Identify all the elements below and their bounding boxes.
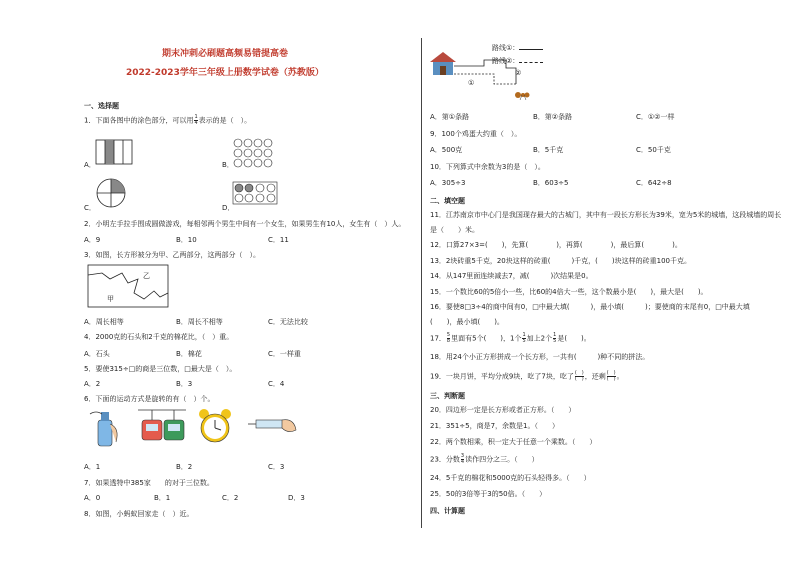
- q1-option-a: A．: [84, 161, 96, 169]
- route-mark-2: ②: [515, 69, 522, 77]
- question-6: 6．下面的运动方式是旋转的有（ ）个。: [84, 395, 215, 403]
- q2-option-b: B．10: [176, 236, 197, 244]
- q7-option-a: A．0: [84, 494, 101, 502]
- q1-figure-c-circle: [96, 178, 126, 208]
- question-17: 17． $\frac{5}{8}$ 里面有5个( )，1个 $\frac{1}{5}$ 加上2个 $\frac{1}{5}$ 是( )。: [430, 332, 591, 344]
- section-heading-fill: 二、填空题: [430, 197, 465, 205]
- q1-figure-b-faces: [233, 138, 273, 168]
- q6-option-a: A．1: [84, 463, 101, 471]
- question-19: 19．一块月饼，平均分成9块，吃了7块，吃了 $\frac{( )}{( )}$ ，还剩 $\frac{( )}{( )}$ 。: [430, 370, 624, 382]
- route-1-label: 路线①：: [492, 44, 543, 53]
- q6-option-c: C．3: [268, 463, 285, 471]
- question-22: 22．两个数相乘，积一定大于任意一个乘数。（ ）: [430, 438, 597, 446]
- q5-option-c: C．4: [268, 380, 285, 388]
- question-23: 23．分数 $\frac{3}{4}$ 读作四分之三。（ ）: [430, 453, 539, 465]
- section-heading-choice: 一、选择题: [84, 102, 119, 110]
- section-heading-judge: 三、判断题: [430, 392, 465, 400]
- q1-option-b: B．: [222, 161, 234, 169]
- question-24: 24．5千克的棉花和5000克的石头轻得多。（ ）: [430, 474, 591, 482]
- question-4: 4．2000克的石头和2千克的棉花比，（ ）重。: [84, 333, 234, 341]
- cable-car-icon: [138, 408, 186, 444]
- question-25: 25．50的3倍等于3的50倍。（ ）: [430, 490, 547, 498]
- ant-icon: [514, 88, 530, 102]
- q4-option-a: A．石头: [84, 350, 110, 358]
- alarm-clock-icon: [198, 408, 232, 446]
- syringe-icon: [248, 414, 298, 438]
- q2-option-c: C．11: [268, 236, 289, 244]
- question-13: 13．2块砖重5千克，20块这样的砖重( )千克，( )块这样的砖重100千克。: [430, 257, 692, 265]
- house-icon: [430, 50, 456, 76]
- question-14: 14．从147里面连续减去7，减( )次结果是0。: [430, 272, 593, 280]
- q7-option-b: B．1: [154, 494, 171, 502]
- column-divider: [421, 38, 422, 528]
- question-9: 9．100个鸡蛋大约重（ ）。: [430, 130, 522, 138]
- question-10: 10．下列算式中余数为3的是（ ）。: [430, 163, 545, 171]
- question-16: 16．要使8□3÷4的商中间有0，□中最大填( )，最小填( )；要使商的末尾有0，□中最大填: [430, 303, 750, 311]
- q9-option-b: B．5千克: [533, 146, 564, 154]
- q5-option-b: B．3: [176, 380, 193, 388]
- q1-figure-d-circles: [233, 182, 277, 204]
- question-18: 18．用24个小正方形拼成一个长方形，一共有( )种不同的拼法。: [430, 353, 650, 361]
- question-11-cont: 是（ ）米。: [430, 226, 479, 234]
- question-16-cont: ( )，最小填( )。: [430, 318, 504, 326]
- question-5: 5．要使315÷□的商是三位数，□最大是（ ）。: [84, 365, 237, 373]
- q6-option-b: B．2: [176, 463, 193, 471]
- q3-option-a: A．周长相等: [84, 318, 124, 326]
- page-subtitle: 2022-2023学年三年级上册数学试卷（苏教版）: [126, 68, 324, 78]
- question-12: 12．口算27×3=( )，先算( )，再算( )，最后算( )。: [430, 241, 682, 249]
- question-3: 3．如图，长方形被分为甲、乙两部分，这两部分（ ）。: [84, 251, 260, 259]
- q4-option-c: C．一样重: [268, 350, 301, 358]
- q8-option-c: C．①②一样: [636, 113, 675, 121]
- question-20: 20．四边形一定是长方形或者正方形。（ ）: [430, 406, 576, 414]
- fraction: $\frac{1}{4}$: [194, 114, 198, 126]
- route-mark-1: ①: [468, 79, 475, 87]
- question-11: 11．江苏南京市中心门是我国现存最大的古城门，其中有一段长方形长为39米，宽为5米的城墙，这段城墙的周长: [430, 211, 782, 219]
- q8-option-b: B．第②条路: [533, 113, 573, 121]
- q3-label-jia: 甲: [107, 295, 114, 303]
- q3-option-b: B．周长不相等: [176, 318, 223, 326]
- q10-option-a: A．305÷3: [430, 179, 466, 187]
- q2-option-a: A．9: [84, 236, 101, 244]
- q5-option-a: A．2: [84, 380, 101, 388]
- q9-option-a: A．500克: [430, 146, 463, 154]
- q1-option-c: C．: [84, 204, 96, 212]
- question-1: 1．下面各图中的涂色部分，可以用 $\frac{1}{4}$ 表示的是（ ）。: [84, 114, 252, 126]
- page-title: 期末冲刺必刷题高频易错提高卷: [162, 49, 289, 59]
- q1-figure-a: [96, 140, 132, 166]
- q10-option-c: C．642÷8: [636, 179, 672, 187]
- q8-option-a: A．第①条路: [430, 113, 470, 121]
- spray-bottle-icon: [90, 408, 120, 448]
- q7-option-c: C．2: [222, 494, 239, 502]
- route-2-label: 路线②：: [492, 57, 543, 66]
- q3-label-yi: 乙: [143, 272, 150, 280]
- question-2: 2．小明左手拉手围成圆做游戏，每相邻两个男生中间有一个女生，如果男生有10人，女生有（ ）人。: [84, 220, 406, 228]
- question-8: 8．如图，小蚂蚁回家走（ ）近。: [84, 510, 194, 518]
- q9-option-c: C．50千克: [636, 146, 671, 154]
- section-heading-calc: 四、计算题: [430, 507, 465, 515]
- question-21: 21．351÷5，商是7，余数是1。（ ）: [430, 422, 559, 430]
- q4-option-b: B．棉花: [176, 350, 202, 358]
- q1-option-d: D．: [222, 204, 235, 212]
- q3-rectangle-figure: [88, 265, 170, 309]
- q7-option-d: D．3: [288, 494, 305, 502]
- q3-option-c: C．无法比较: [268, 318, 308, 326]
- question-7: 7．如果透特中385家 的对于三位数。: [84, 479, 214, 487]
- question-15: 15．一个数比60的5倍小一些，比60的4倍大一些，这个数最小是( )，最大是( )。: [430, 288, 708, 296]
- q10-option-b: B．603÷5: [533, 179, 569, 187]
